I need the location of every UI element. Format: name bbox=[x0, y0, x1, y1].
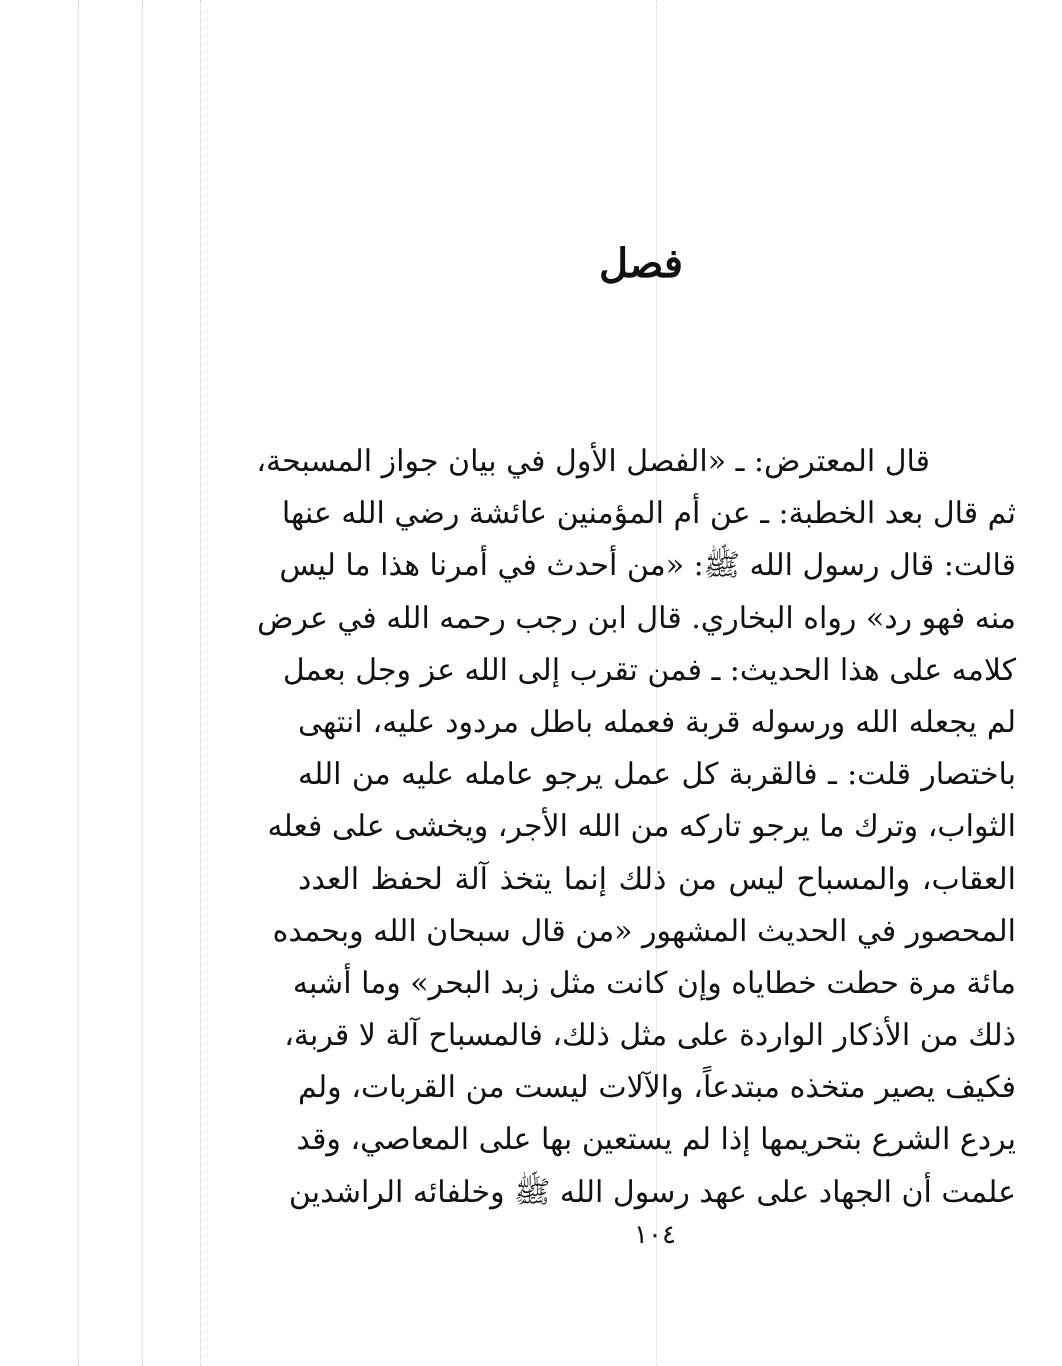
page-number bbox=[0, 1220, 1062, 1250]
text-line: مائة مرة حطت خطاياه وإن كانت مثل زبد البحر» وما أشبه bbox=[292, 965, 1016, 1001]
text-line: ثم قال بعد الخطبة: ـ عن أم المؤمنين عائشة رضي الله عنها bbox=[281, 496, 1016, 532]
text-line: منه فهو رد» رواه البخاري. قال ابن رجب رحمه الله في عرض bbox=[257, 600, 1016, 636]
text-line: قالت: قال رسول الله ﷺ: «من أحدث في أمرنا هذا ما ليس bbox=[279, 548, 1016, 584]
text-line: فكيف يصير متخذه مبتدعاً، والآلات ليست من القربات، ولم bbox=[298, 1070, 1016, 1106]
body-paragraph bbox=[256, 436, 1016, 1219]
text-line: المحصور في الحديث المشهور «من قال سبحان الله وبحمده bbox=[272, 913, 1016, 949]
text-line: لم يجعله الله ورسوله قربة فعمله باطل مردود عليه، انتهى bbox=[298, 704, 1016, 740]
chapter-title bbox=[0, 240, 1062, 287]
page-number-text: ١٠٤ bbox=[634, 1220, 676, 1250]
scan-artifact-line bbox=[78, 0, 79, 1366]
text-line: ذلك من الأذكار الواردة على مثل ذلك، فالمسباح آلة لا قربة، bbox=[284, 1018, 1016, 1054]
scan-artifact-line bbox=[200, 0, 201, 1366]
chapter-title-text: فصل bbox=[598, 240, 684, 287]
text-line: يردع الشرع بتحريمها إذا لم يستعين بها على المعاصي، وقد bbox=[296, 1122, 1016, 1158]
text-line: كلامه على هذا الحديث: ـ فمن تقرب إلى الله عز وجل بعمل bbox=[282, 652, 1016, 688]
text-line: علمت أن الجهاد على عهد رسول الله ﷺ وخلفائه الراشدين bbox=[288, 1174, 1016, 1210]
text-line: الثواب، وترك ما يرجو تاركه من الله الأجر، ويخشى على فعله bbox=[267, 809, 1016, 845]
scan-artifact-line bbox=[142, 0, 143, 1366]
text-line: باختصار قلت: ـ فالقربة كل عمل يرجو عامله عليه من الله bbox=[298, 757, 1016, 793]
text-line: العقاب، والمسباح ليس من ذلك إنما يتخذ آلة لحفظ العدد bbox=[298, 861, 1016, 897]
text-line: قال المعترض: ـ «الفصل الأول في بيان جواز المسبحة، bbox=[256, 444, 930, 479]
